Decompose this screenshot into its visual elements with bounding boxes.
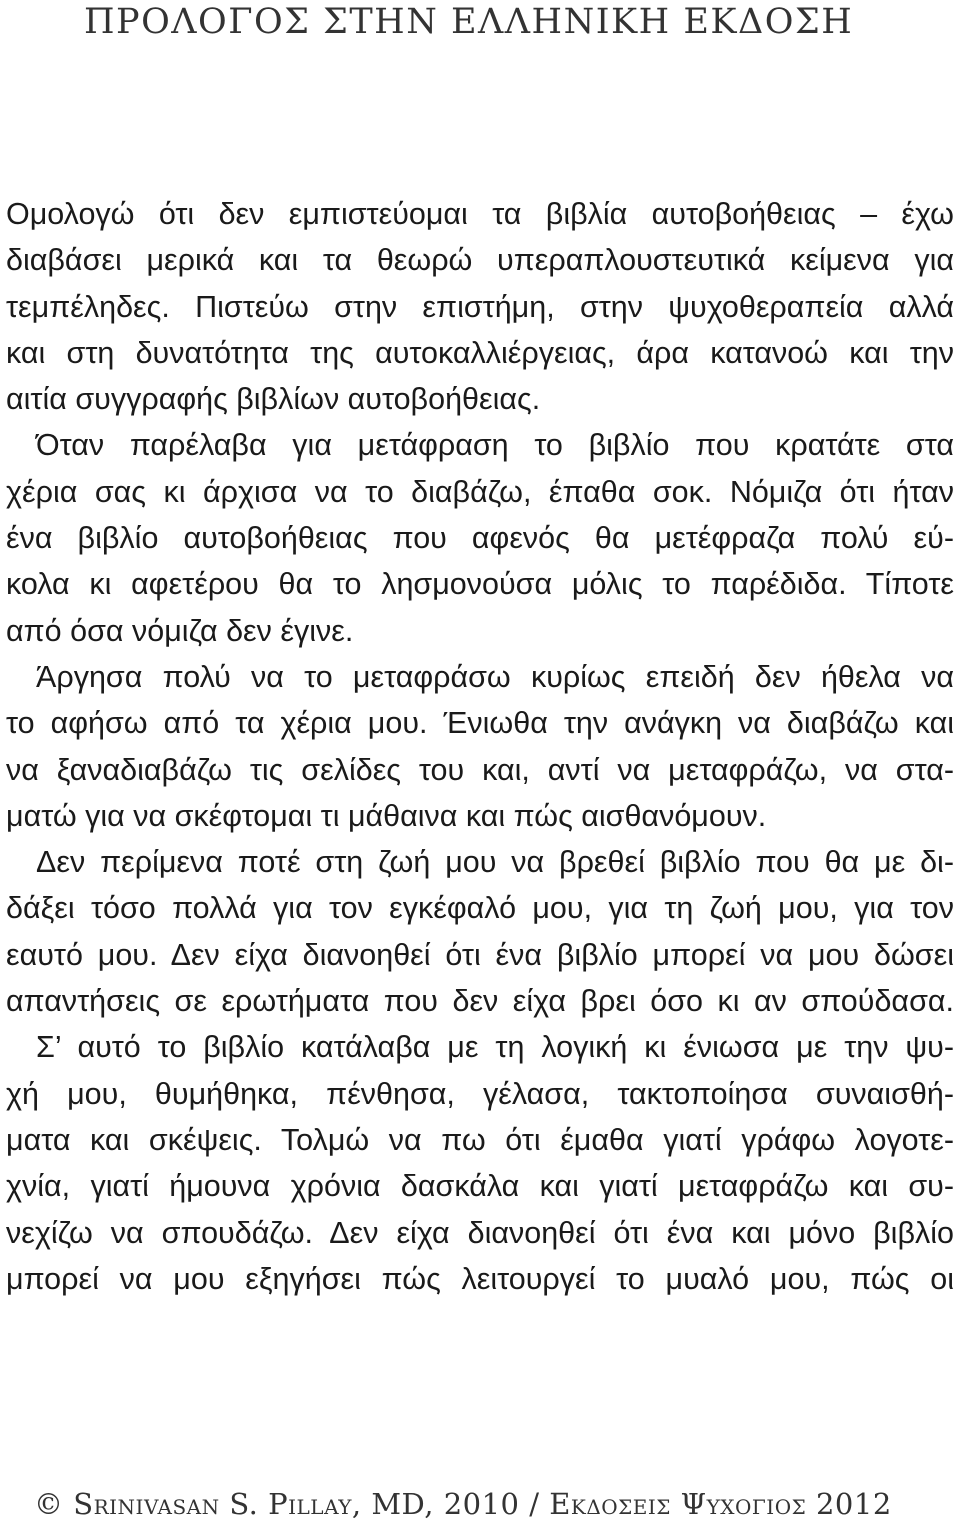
chapter-title: ΠΡΟΛΟΓΟΣ ΣΤΗΝ ΕΛΛΗΝΙΚΗ ΕΚΔΟΣΗ bbox=[84, 2, 854, 42]
text-line: μπορεί να μου εξηγήσει πώς λειτουργεί το μυαλό μου, πώς οι bbox=[6, 1261, 954, 1296]
text-line: Ομολογώ ότι δεν εμπιστεύομαι τα βιβλία αυτοβοήθειας – έχω bbox=[6, 197, 954, 231]
text-line: αιτία συγγραφής βιβλίων αυτοβοήθειας. bbox=[6, 382, 541, 417]
text-line: Όταν παρέλαβα για μετάφραση το βιβλίο που κρατάτε στα bbox=[36, 428, 954, 463]
text-line: να ξαναδιαβάζω τις σελίδες του και, αντί να μεταφράζω, να στα- bbox=[6, 752, 954, 787]
copyright-notice: © Srinivasan S. Pillay, MD, 2010 / Εκδοσεις Ψυχογιος 2012 bbox=[34, 1487, 892, 1521]
text-line: Δεν περίμενα ποτέ στη ζωή μου να βρεθεί βιβλίο που θα με δι- bbox=[36, 845, 954, 880]
text-line: από όσα νόμιζα δεν έγινε. bbox=[6, 613, 354, 648]
text-line: ματώ για να σκέφτομαι τι μάθαινα και πώς αισθανόμουν. bbox=[6, 798, 767, 833]
text-line: ένα βιβλίο αυτοβοήθειας που αφενός θα μετέφραζα πολύ εύ- bbox=[6, 521, 954, 556]
text-line: διαβάσει μερικά και τα θεωρώ υπεραπλουστευτικά κείμενα για bbox=[6, 243, 954, 278]
text-line: Σ’ αυτό το βιβλίο κατάλαβα με τη λογική κι ένιωσα με την ψυ- bbox=[36, 1030, 954, 1065]
text-line: χή μου, θυμήθηκα, πένθησα, γέλασα, τακτοποίησα συναισθή- bbox=[6, 1076, 954, 1111]
text-line: ματα και σκέψεις. Τολμώ να πω ότι έμαθα γιατί γράφω λογοτε- bbox=[6, 1122, 954, 1157]
text-line: χέρια σας κι άρχισα να το διαβάζω, έπαθα σοκ. Νόμιζα ότι ήταν bbox=[6, 474, 954, 509]
text-line: το αφήσω από τα χέρια μου. Ένιωθα την ανάγκη να διαβάζω και bbox=[6, 706, 954, 741]
text-line: Άργησα πολύ να το μεταφράσω κυρίως επειδή δεν ήθελα να bbox=[36, 659, 954, 694]
body-text bbox=[6, 191, 954, 1302]
text-line: νεχίζω να σπουδάζω. Δεν είχα διανοηθεί ότι ένα και μόνο βιβλίο bbox=[6, 1215, 954, 1250]
text-line: τεμπέληδες. Πιστεύω στην επιστήμη, στην ψυχοθεραπεία αλλά bbox=[6, 289, 954, 324]
text-line: κολα κι αφετέρου θα το λησμονούσα μόλις το παρέδιδα. Τίποτε bbox=[6, 567, 954, 602]
text-line: δάξει τόσο πολλά για τον εγκέφαλό μου, για τη ζωή μου, για τον bbox=[6, 891, 954, 926]
text-line: εαυτό μου. Δεν είχα διανοηθεί ότι ένα βιβλίο μπορεί να μου δώσει bbox=[6, 937, 954, 972]
text-line: απαντήσεις σε ερωτήματα που δεν είχα βρει όσο κι αν σπούδασα. bbox=[6, 984, 954, 1019]
text-line: και στη δυνατότητα της αυτοκαλλιέργειας, άρα κατανοώ και την bbox=[6, 335, 954, 370]
text-line: χνία, γιατί ήμουνα χρόνια δασκάλα και γιατί μεταφράζω και συ- bbox=[6, 1169, 954, 1204]
